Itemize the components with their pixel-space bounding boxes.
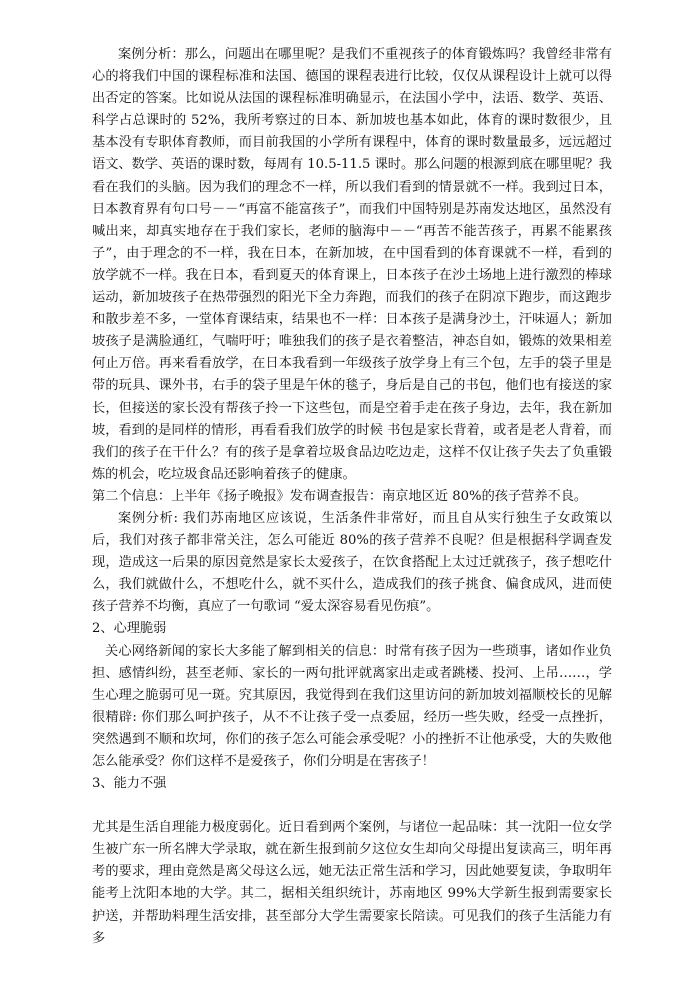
section-heading-ability: 3、能力不强 [92, 776, 167, 792]
case-analysis-paragraph-2: 案例分析: 我们苏南地区应该说，生活条件非常好，而且自从实行独生子女政策以后，我们对孩子都非常关注，怎么可能近 80%的孩子营养不良呢？但是根据科学调查发现，造成这一后果的原因竟然是家长太爱孩子，在饮食搭配上太过迁就孩子，孩子想吃什么，我们就做什么，不想吃什么，就不买什么，造成我们的孩子挑食、偏食成风，进而使孩子营养不均衡，真应了一句歌词 “爱太深容易看见伤痕”。 [92, 510, 612, 615]
ability-paragraph: 尤其是生活自理能力极度弱化。近日看到两个案例，与诸位一起品味：其一沈阳一位女学生被广东一所名牌大学录取，就在新生报到前夕这位女生却向父母提出复读高三，明年再考的要求，理由竟然是离父母这么远，她无法正常生活和学习，因此她要复读，争取明年能考上沈阳本地的大学。其二，据相关组织统计，苏南地区 99%大学新生报到需要家长护送，并帮助料理生活安排，甚至部分大学生需要家长陪读。可见我们的孩子生活能力有多 [92, 820, 612, 946]
psychology-paragraph: 关心网络新闻的家长大多能了解到相关的信息：时常有孩子因为一些琐事，诸如作业负担、感情纠纷，甚至老师、家长的一两句批评就离家出走或者跳楼、投河、上吊……，学生心理之脆弱可见一斑。究其原因，我觉得到在我们这里访问的新加坡刘福顺校长的见解很精辟: 你们那么呵护孩子，从不不让孩子受一点委屈，经历一些失败，经受一点挫折，突然遇到不顺和坎坷，你们的孩子怎么可能会承受呢？小的挫折不让他承受，大的失败他怎么能承受？你们这样不是爱孩子，你们分明是在害孩子！ [92, 643, 612, 769]
document-page [92, 44, 612, 950]
second-info-paragraph: 第二个信息：上半年《扬子晚报》发布调查报告：南京地区近 80%的孩子营养不良。 [92, 488, 588, 504]
blank-line [92, 795, 612, 817]
section-heading-psychology: 2、心理脆弱 [92, 621, 167, 637]
case-analysis-paragraph-1: 案例分析：那么，问题出在哪里呢？是我们不重视孩子的体育锻炼吗？我曾经非常有心的将我们中国的课程标准和法国、德国的课程表进行比较，仅仅从课程设计上就可以得出否定的答案。比如说从法国的课程标准明确显示，在法国小学中，法语、数学、英语、科学占总课时的 52%，我所考察过的日本、新加坡也基本如此，体育的课时数很少，且基本没有专职体育教师，而目前我国的小学所有课程中，体育的课时数量最多，远远超过语文、数学、英语的课时数，每周有 10.5-11.5 课时。那么问题的根源到底在哪里呢？我看在我们的头脑。因为我们的理念不一样，所以我们看到的情景就不一样。我到过日本，日本教育界有句口号－－“再富不能富孩子”，而我们中国特别是苏南发达地区，虽然没有喊出来，却真实地存在于我们家长，老师的脑海中－－“再苦不能苦孩子，再累不能累孩子”，由于理念的不一样，我在日本，在新加坡，在中国看到的体育课就不一样，看到的放学就不一样。我在日本，看到夏天的体育课上，日本孩子在沙土场地上进行激烈的棒球运动，新加坡孩子在热带强烈的阳光下全力奔跑，而我们的孩子在阴凉下跑步，而这跑步和散步差不多，一堂体育课结束，结果也不一样：日本孩子是满身沙土，汗味逼人；新加坡孩子是满脸通红，气喘吁吁；唯独我们的孩子是衣着整洁，神态自如，锻炼的效果相差何止万倍。再来看看放学，在日本我看到一年级孩子放学身上有三个包，左手的袋子里是带的玩具、课外书，右手的袋子里是午休的毯子，身后是自己的书包，他们也有接送的家长，但接送的家长没有帮孩子拎一下这些包，而是空着手走在孩子身边，去年，我在新加坡，看到的是同样的情形，再看看我们放学的时候 书包是家长背着，或者是老人背着，而我们的孩子在干什么？有的孩子是拿着垃圾食品边吃边走，这样不仅让孩子失去了负重锻炼的机会，吃垃圾食品还影响着孩子的健康。 [92, 47, 612, 482]
